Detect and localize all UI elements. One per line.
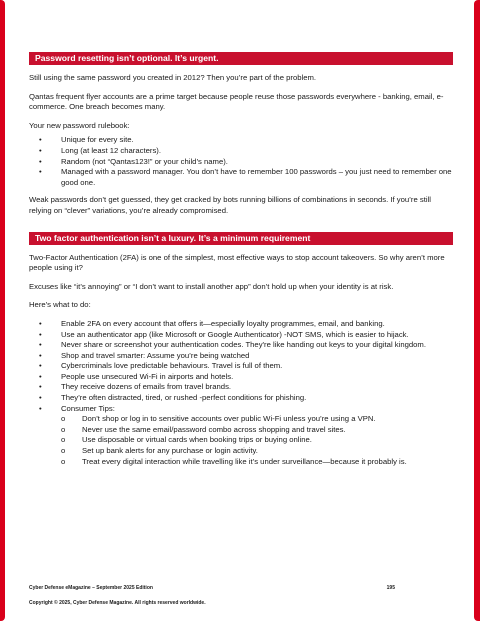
list-item bbox=[29, 404, 453, 468]
paragraph: Here's what to do: bbox=[29, 300, 91, 310]
bullet-icon: • bbox=[39, 350, 42, 360]
page-number: 195 bbox=[386, 585, 395, 591]
list-item bbox=[29, 157, 453, 168]
list-item-text: Managed with a password manager. You don’t have to remember 100 passwords – you just need to remember one good one. bbox=[61, 167, 452, 187]
bullet-icon: • bbox=[39, 371, 42, 381]
sub-list-item-text: Set up bank alerts for any purchase or login activity. bbox=[82, 446, 258, 456]
sub-list-item bbox=[61, 414, 453, 425]
list-item-text: Cybercriminals love predictable behaviours. Travel is full of them. bbox=[61, 361, 283, 371]
list-item bbox=[29, 330, 453, 341]
list-item-text: Enable 2FA on every account that offers it—especially loyalty programmes, email, and banking. bbox=[61, 318, 385, 328]
action-list bbox=[29, 319, 453, 467]
sub-list-item bbox=[61, 457, 453, 468]
hollow-bullet-icon: o bbox=[61, 424, 66, 434]
hollow-bullet-icon: o bbox=[61, 414, 66, 424]
list-item bbox=[29, 146, 453, 157]
bullet-icon: • bbox=[39, 135, 42, 145]
paragraph: Your new password rulebook: bbox=[29, 120, 130, 130]
footer-copyright: Copyright © 2025, Cyber Defense Magazine. All rights reserved worldwide. bbox=[29, 600, 206, 606]
bullet-icon: • bbox=[39, 156, 42, 166]
sub-list-item-text: Treat every digital interaction while travelling like it’s under surveillance—because it probably is. bbox=[82, 456, 407, 466]
list-item bbox=[29, 361, 453, 372]
footer-edition: Cyber Defense eMagazine – September 2025 Edition bbox=[29, 585, 153, 591]
list-item-text: They receive dozens of emails from travel brands. bbox=[61, 382, 232, 392]
sub-list-item-text: Don’t shop or log in to sensitive accounts over public Wi-Fi unless you’re using a VPN. bbox=[82, 414, 376, 424]
list-item-text: They’re often distracted, tired, or rushed -perfect conditions for phishing. bbox=[61, 393, 307, 403]
bullet-icon: • bbox=[39, 382, 42, 392]
paragraph: Still using the same password you created in 2012? Then you’re part of the problem. bbox=[29, 73, 317, 82]
section-heading-password: Password resetting isn’t optional. It’s urgent. bbox=[29, 52, 453, 65]
hollow-bullet-icon: o bbox=[61, 456, 66, 466]
password-rule-list bbox=[29, 135, 453, 188]
list-item bbox=[29, 351, 453, 362]
list-item bbox=[29, 319, 453, 330]
list-item-text: Consumer Tips: bbox=[61, 403, 115, 413]
list-item bbox=[29, 372, 453, 383]
list-item bbox=[29, 340, 453, 351]
paragraph: Weak passwords don’t get guessed, they get cracked by bots running billions of combinations in seconds. If you’re still relying on “clever” variations, you’re already compromised. bbox=[29, 195, 431, 215]
list-item bbox=[29, 382, 453, 393]
paragraph: Excuses like “it’s annoying” or “I don’t want to install another app” don’t hold up when your identity is at risk. bbox=[29, 281, 394, 291]
right-red-edge bbox=[474, 0, 480, 621]
sub-list-item bbox=[61, 435, 453, 446]
paragraph: Qantas frequent flyer accounts are a prime target because people reuse those passwords everywhere - banking, email, e-commerce. One breach becomes many. bbox=[29, 91, 444, 112]
page-footer bbox=[29, 585, 453, 607]
left-red-edge bbox=[0, 0, 5, 621]
list-item-text: Long (at least 12 characters). bbox=[61, 145, 161, 155]
list-item-text: Unique for every site. bbox=[61, 135, 134, 145]
hollow-bullet-icon: o bbox=[61, 446, 66, 456]
list-item bbox=[29, 167, 453, 188]
article-body bbox=[29, 52, 453, 474]
paragraph: Two-Factor Authentication (2FA) is one of the simplest, most effective ways to stop account takeovers. So why aren’t more people using it? bbox=[29, 252, 445, 273]
bullet-icon: • bbox=[39, 318, 42, 328]
sub-list-item-text: Never use the same email/password combo across shopping and travel sites. bbox=[82, 424, 346, 434]
list-item-text: Never share or screenshot your authentication codes. They're like handing out keys to your digital kingdom. bbox=[61, 340, 426, 350]
sub-list-item-text: Use disposable or virtual cards when booking trips or buying online. bbox=[82, 435, 312, 445]
bullet-icon: • bbox=[39, 145, 42, 155]
list-item bbox=[29, 135, 453, 146]
section-heading-2fa: Two factor authentication isn’t a luxury. It’s a minimum requirement bbox=[29, 232, 453, 245]
bullet-icon: • bbox=[39, 393, 42, 403]
list-item-text: Random (not “Qantas123!” or your child’s name). bbox=[61, 156, 228, 166]
bullet-icon: • bbox=[39, 340, 42, 350]
consumer-tips-list bbox=[61, 414, 453, 467]
bullet-icon: • bbox=[39, 167, 42, 177]
list-item-text: Use an authenticator app (like Microsoft or Google Authenticator) -NOT SMS, which is easier to hijack. bbox=[61, 329, 409, 339]
bullet-icon: • bbox=[39, 403, 42, 413]
hollow-bullet-icon: o bbox=[61, 435, 66, 445]
bullet-icon: • bbox=[39, 329, 42, 339]
list-item bbox=[29, 393, 453, 404]
list-item-text: People use unsecured Wi-Fi in airports and hotels. bbox=[61, 371, 234, 381]
bullet-icon: • bbox=[39, 361, 42, 371]
sub-list-item bbox=[61, 425, 453, 436]
sub-list-item bbox=[61, 446, 453, 457]
list-item-text: Shop and travel smarter: Assume you’re being watched bbox=[61, 350, 250, 360]
